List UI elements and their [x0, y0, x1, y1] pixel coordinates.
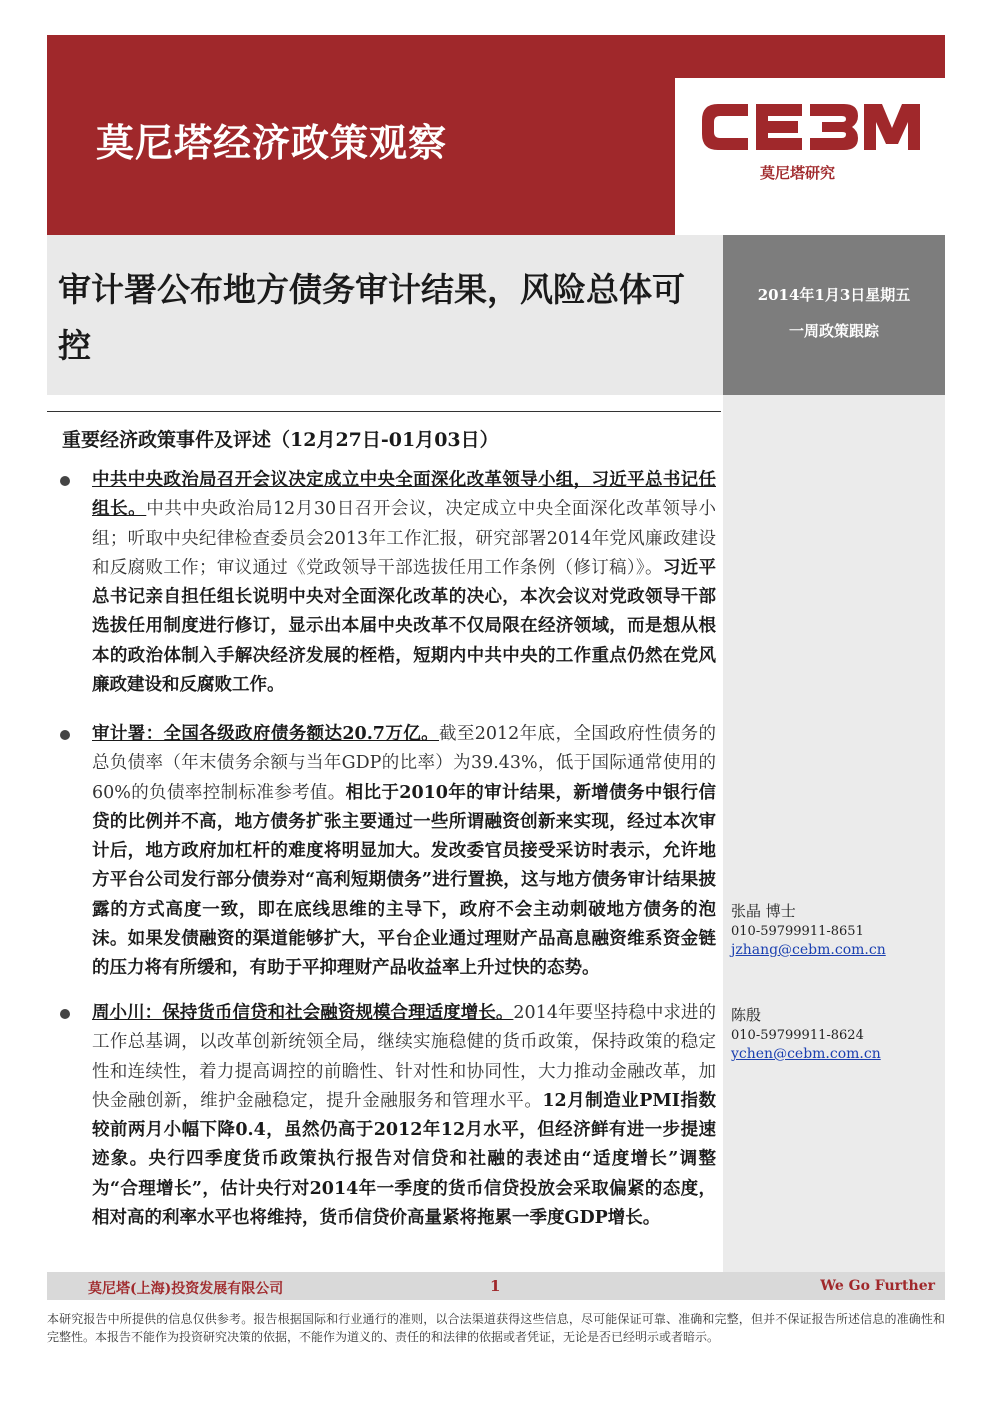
date-band	[723, 235, 945, 395]
sidebar	[723, 395, 945, 1272]
analyst-email-link[interactable]: jzhang@cebm.com.cn	[731, 942, 886, 958]
news-headline: 中共中央政治局召开会议决定成立中央全面深化改革领导小组，习近平总书记任组长。	[92, 470, 716, 520]
report-title: 审计署公布地方债务审计结果，风险总体可控	[58, 270, 685, 365]
logo-subtitle: 莫尼塔研究	[760, 164, 836, 182]
analyst-phone: 010-59799911-8651	[731, 924, 864, 939]
analyst-contact	[731, 1004, 941, 1064]
bullet-icon	[60, 1009, 70, 1019]
footer-company: 莫尼塔(上海)投资发展有限公司	[88, 1281, 284, 1297]
page-number: 1	[490, 1277, 501, 1295]
news-headline: 审计署：全国各级政府债务额达20.7万亿。	[92, 724, 439, 744]
disclaimer-text: 本研究报告中所提供的信息仅供参考。报告根据国际和行业通行的准则，以合法渠道获得这些信息，尽可能保证可靠、准确和完整，但并不保证报告所述信息的准确性和完整性。本报告不能作为投资研究决策的依据，不能作为道义的、责任的和法律的依据或者凭证，无论是否已经明示或者暗示。	[47, 1312, 945, 1344]
news-body: 中共中央政治局12月30日召开会议，决定成立中央全面深化改革领导小组；听取中央纪律检查委员会2013年工作汇报，研究部署2014年党风廉政建设和反腐败工作；审议通过《党政领导干部选拔任用工作条例（修订稿）》。	[92, 499, 716, 578]
report-date: 2014年1月3日星期五	[757, 286, 911, 304]
publication-title: 莫尼塔经济政策观察	[96, 120, 448, 165]
news-headline: 周小川：保持货币信贷和社会融资规模合理适度增长。	[92, 1003, 514, 1023]
analyst-name: 陈殷	[731, 1006, 762, 1024]
bullet-icon	[60, 476, 70, 486]
news-comment: 相比于2010年的审计结果，新增债务中银行信贷的比例并不高，地方债务扩张主要通过一些所谓融资创新来实现，经过本次审计后，地方政府加杠杆的难度将明显加大。发改委官员接受采访时表示，允许地方平台公司发行部分债券对“高利短期债务”进行置换，这与地方债务审计结果披露的方式高度一致，即在底线思维的主导下，政府不会主动刺破地方债务的泡沫。如果发债融资的渠道能够扩大，平台企业通过理财产品高息融资维系资金链的压力将有所缓和，有助于平抑理财产品收益率上升过快的态势。	[92, 782, 716, 979]
news-item	[92, 999, 716, 1233]
section-divider	[47, 411, 721, 412]
news-body: 2014年要坚持稳中求进的工作总基调，以改革创新统领全局，继续实施稳健的货币政策，保持政策的稳定性和连续性，着力提高调控的前瞻性、针对性和协同性，大力推动金融改革，加快金融创新，维护金融稳定，提升金融服务和管理水平。	[92, 1003, 716, 1111]
section-title: 重要经济政策事件及评述（12月27日-01月03日）	[62, 429, 499, 451]
cebm-logo	[698, 98, 923, 156]
news-item	[92, 720, 716, 984]
bullet-icon	[60, 730, 70, 740]
news-comment: 习近平总书记亲自担任组长说明中央对全面深化改革的决心，本次会议对党政领导干部选拔任用制度进行修订，显示出本届中央改革不仅局限在经济领域，而是想从根本的政治体制入手解决经济发展的桎梏，短期内中共中央的工作重点仍然在党风廉政建设和反腐败工作。	[92, 557, 717, 696]
footer-slogan: We Go Further	[820, 1278, 935, 1294]
analyst-phone: 010-59799911-8624	[731, 1028, 864, 1043]
news-body: 截至2012年底，全国政府性债务的总负债率（年末债务余额与当年GDP的比率）为39.43%，低于国际通常使用的60%的负债率控制标准参考值。	[92, 724, 716, 803]
analyst-contact	[731, 900, 941, 960]
news-comment: 12月制造业PMI指数较前两月小幅下降0.4，虽然仍高于2012年12月水平，但经济鲜有进一步提速迹象。央行四季度货币政策执行报告对信贷和社融的表述由“适度增长”调整为“合理增长”，估计央行对2014年一季度的货币信贷投放会采取偏紧的态度，相对高的利率水平也将维持，货币信贷价高量紧将拖累一季度GDP增长。	[92, 1090, 716, 1229]
analyst-email-link[interactable]: ychen@cebm.com.cn	[731, 1046, 881, 1062]
report-type: 一周政策跟踪	[788, 322, 879, 340]
news-item	[92, 466, 716, 700]
analyst-name: 张晶 博士	[731, 902, 796, 920]
